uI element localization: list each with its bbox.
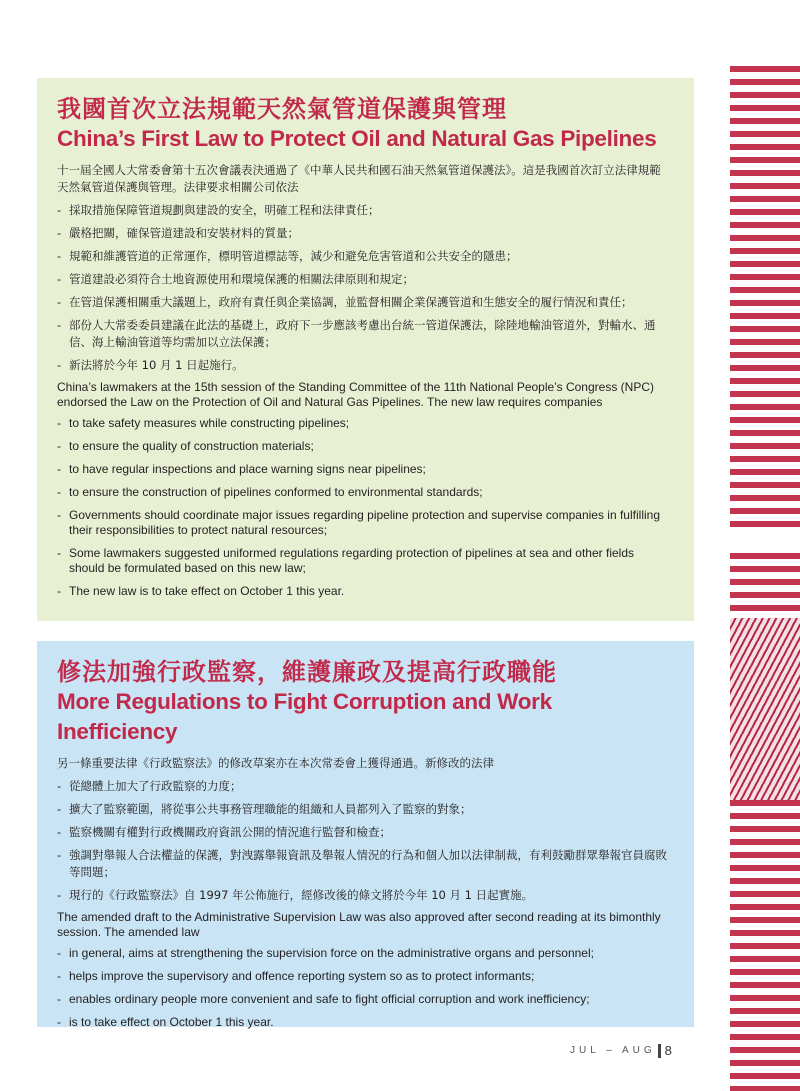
supervision-law-panel <box>37 641 694 1027</box>
section-title-english: China’s First Law to Protect Oil and Natural Gas Pipelines <box>57 126 657 151</box>
list-item: - enables ordinary people more convenient and safe to fight official corruption and work inefficiency; <box>57 992 672 1007</box>
page-number: 8 <box>664 1043 672 1058</box>
list-item: - in general, aims at strengthening the supervision force on the administrative organs and personnel; <box>57 946 672 961</box>
list-item: - Governments should coordinate major issues regarding pipeline protection and supervise companies in fulfilling their responsibilities to protect natural resources; <box>57 508 672 538</box>
list-item: - 管道建設必須符合土地資源使用和環境保護的相關法律原則和規定； <box>57 271 672 288</box>
list-item: - 採取措施保障管道規劃與建設的安全，明確工程和法律責任； <box>57 202 672 219</box>
page-footer <box>570 1043 672 1058</box>
list-item: - to ensure the quality of construction materials; <box>57 439 672 454</box>
intro-paragraph-chinese: 另一條重要法律《行政監察法》的修改草案亦在本次常委會上獲得通過。新修改的法律 <box>57 756 494 770</box>
issue-label: JUL – AUG <box>570 1045 656 1057</box>
decorative-hatched-block <box>730 618 800 806</box>
list-item: - 監察機關有權對行政機關政府資訊公開的情況進行監督和檢查； <box>57 824 672 841</box>
list-item: - helps improve the supervisory and offence reporting system so as to protect informants; <box>57 969 672 984</box>
list-item: - The new law is to take effect on October 1 this year. <box>57 584 672 599</box>
intro-paragraph-english: China’s lawmakers at the 15th session of the Standing Committee of the 11th National People’s Congress (NPC) endorsed the Law on the Protection of Oil and Natural Gas Pipelines. The new law requires companies <box>57 380 654 409</box>
intro-paragraph-english: The amended draft to the Administrative Supervision Law was also approved after second reading at its bimonthly session. The amended law <box>57 910 661 939</box>
pipeline-law-panel <box>37 78 694 621</box>
section-title-chinese: 修法加強行政監察，維護廉政及提高行政職能 <box>57 658 557 686</box>
decorative-stripes-top <box>730 66 800 531</box>
list-item: - to have regular inspections and place warning signs near pipelines; <box>57 462 672 477</box>
requirements-list-chinese <box>57 202 672 374</box>
decorative-stripes-bottom <box>730 800 800 1091</box>
amendments-list-chinese <box>57 778 672 904</box>
list-item: - to ensure the construction of pipelines conformed to environmental standards; <box>57 485 672 500</box>
section-title-english: More Regulations to Fight Corruption and Work Inefficiency <box>57 689 552 744</box>
list-item: - Some lawmakers suggested uniformed regulations regarding protection of pipelines at sea and other fields should be formulated based on this new law; <box>57 546 672 576</box>
list-item: - 規範和維護管道的正常運作，標明管道標誌等，減少和避免危害管道和公共安全的隱患； <box>57 248 672 265</box>
list-item: - is to take effect on October 1 this year. <box>57 1015 672 1030</box>
requirements-list-english <box>57 416 672 599</box>
list-item: - 嚴格把關，確保管道建設和安裝材料的質量； <box>57 225 672 242</box>
list-item: - 在管道保護相關重大議題上，政府有責任與企業協調，並監督相關企業保護管道和生態安全的履行情況和責任； <box>57 294 672 311</box>
amendments-list-english <box>57 946 672 1030</box>
footer-divider <box>658 1044 661 1058</box>
list-item: - 擴大了監察範圍，將從事公共事務管理職能的組織和人員都列入了監察的對象； <box>57 801 672 818</box>
list-item: - to take safety measures while constructing pipelines; <box>57 416 672 431</box>
list-item: - 強調對舉報人合法權益的保護，對洩露舉報資訊及舉報人情況的行為和個人加以法律制裁，有利鼓勵群眾舉報官員腐敗等問題； <box>57 847 672 881</box>
list-item: - 新法將於今年 10 月 1 日起施行。 <box>57 357 672 374</box>
list-item: - 部份人大常委委員建議在此法的基礎上，政府下一步應該考慮出台統一管道保護法，除陸地輸油管道外，對輸水、通信、海上輸油管道等均需加以立法保護； <box>57 317 672 351</box>
decorative-stripes-middle <box>730 553 800 625</box>
list-item: - 現行的《行政監察法》自 1997 年公佈施行，經修改後的條文將於今年 10 月 1 日起實施。 <box>57 887 672 904</box>
section-title-chinese: 我國首次立法規範天然氣管道保護與管理 <box>57 95 507 123</box>
list-item: - 從總體上加大了行政監察的力度； <box>57 778 672 795</box>
intro-paragraph-chinese: 十一屆全國人大常委會第十五次會議表決通過了《中華人民共和國石油天然氣管道保護法》。這是我國首次訂立法律規範天然氣管道保護與管理。法律要求相關公司依法 <box>57 163 661 194</box>
